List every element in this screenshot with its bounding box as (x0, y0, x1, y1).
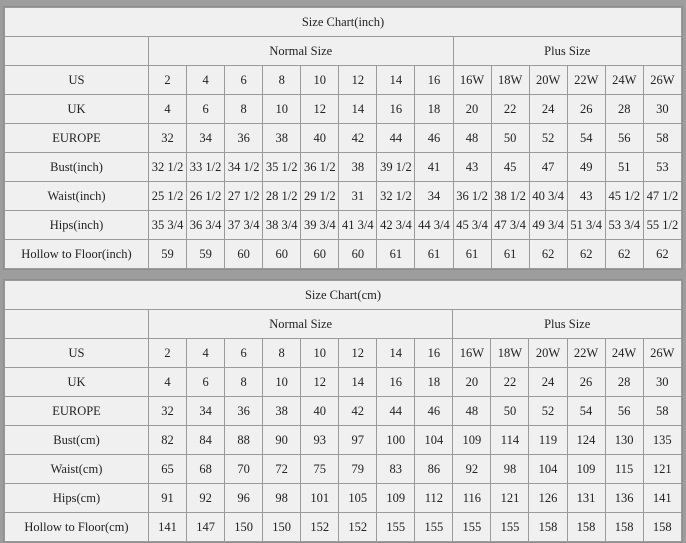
cell: 121 (643, 455, 681, 484)
cell: 31 (339, 182, 377, 211)
cell: 109 (453, 426, 491, 455)
table-row (5, 182, 682, 211)
cell: 90 (263, 426, 301, 455)
cell: 158 (529, 513, 567, 542)
cell: 32 1/2 (149, 153, 187, 182)
cell: 101 (301, 484, 339, 513)
cell: 8 (225, 368, 263, 397)
cell: 28 (605, 95, 643, 124)
cell: 54 (567, 397, 605, 426)
cell: 36 3/4 (187, 211, 225, 240)
cell: 22W (567, 339, 605, 368)
cell: 18W (491, 66, 529, 95)
chart-title-inch: Size Chart(inch) (5, 8, 682, 37)
cell: 38 (263, 124, 301, 153)
cell: 32 1/2 (377, 182, 415, 211)
cell: 33 1/2 (187, 153, 225, 182)
cell: 39 1/2 (377, 153, 415, 182)
size-chart-inch-block (3, 6, 683, 270)
cell: 45 1/2 (605, 182, 643, 211)
cell: 32 (149, 124, 187, 153)
cell: 150 (263, 513, 301, 542)
table-row (5, 66, 682, 95)
cell: 38 1/2 (491, 182, 529, 211)
table-row (5, 455, 682, 484)
cell: 52 (529, 124, 567, 153)
cell: 60 (339, 240, 377, 269)
cell: 38 3/4 (263, 211, 301, 240)
cell: 34 1/2 (225, 153, 263, 182)
table-row (5, 153, 682, 182)
cell: 25 1/2 (149, 182, 187, 211)
cell: 26 1/2 (187, 182, 225, 211)
cell: 92 (453, 455, 491, 484)
row-label-europe-cm: EUROPE (5, 397, 149, 426)
cell: 60 (263, 240, 301, 269)
cell: 46 (415, 124, 453, 153)
table-row-title (5, 281, 682, 310)
cell: 37 3/4 (225, 211, 263, 240)
cell: 12 (301, 368, 339, 397)
table-row (5, 95, 682, 124)
cell: 65 (149, 455, 187, 484)
table-row (5, 124, 682, 153)
cell: 44 (377, 397, 415, 426)
cell: 83 (377, 455, 415, 484)
cell: 147 (187, 513, 225, 542)
cell: 22 (491, 95, 529, 124)
cell: 44 (377, 124, 415, 153)
cell: 141 (643, 484, 681, 513)
cell: 88 (225, 426, 263, 455)
table-row-title (5, 8, 682, 37)
cell: 10 (301, 66, 339, 95)
cell: 16 (377, 368, 415, 397)
cell: 20 (453, 368, 491, 397)
cell: 28 1/2 (263, 182, 301, 211)
cell: 16W (453, 339, 491, 368)
cell: 24W (605, 66, 643, 95)
cell: 47 (529, 153, 567, 182)
cell: 114 (491, 426, 529, 455)
cell: 18 (415, 368, 453, 397)
row-label-waist-inch: Waist(inch) (5, 182, 149, 211)
cell: 18 (415, 95, 453, 124)
cell: 26W (643, 66, 681, 95)
row-label-uk-cm: UK (5, 368, 149, 397)
cell: 22W (567, 66, 605, 95)
cell: 97 (339, 426, 377, 455)
cell: 38 (263, 397, 301, 426)
cell: 26 (567, 95, 605, 124)
cell: 2 (149, 339, 187, 368)
table-row (5, 211, 682, 240)
cell: 43 (453, 153, 491, 182)
cell: 4 (149, 368, 187, 397)
cell: 109 (377, 484, 415, 513)
cell: 152 (339, 513, 377, 542)
cell: 24 (529, 95, 567, 124)
cell: 55 1/2 (643, 211, 681, 240)
cell: 12 (301, 95, 339, 124)
cell: 14 (377, 66, 415, 95)
cell: 84 (187, 426, 225, 455)
cell: 121 (491, 484, 529, 513)
cell: 42 3/4 (377, 211, 415, 240)
cell: 36 1/2 (301, 153, 339, 182)
cell: 54 (567, 124, 605, 153)
cell: 72 (263, 455, 301, 484)
row-label-hollow-to-floor-inch: Hollow to Floor(inch) (5, 240, 149, 269)
cell: 20 (453, 95, 491, 124)
cell: 61 (453, 240, 491, 269)
cell: 141 (149, 513, 187, 542)
table-row (5, 484, 682, 513)
cell: 10 (263, 368, 301, 397)
cell: 34 (187, 397, 225, 426)
row-label-waist-cm: Waist(cm) (5, 455, 149, 484)
cell: 39 3/4 (301, 211, 339, 240)
cell: 119 (529, 426, 567, 455)
cell: 8 (225, 95, 263, 124)
cell: 62 (643, 240, 681, 269)
table-row (5, 339, 682, 368)
cell: 16 (377, 95, 415, 124)
cell: 18W (491, 339, 529, 368)
cell: 155 (491, 513, 529, 542)
cell: 16 (415, 66, 453, 95)
row-label-bust-cm: Bust(cm) (5, 426, 149, 455)
cell: 28 (605, 368, 643, 397)
cell: 75 (301, 455, 339, 484)
table-row (5, 397, 682, 426)
cell: 91 (149, 484, 187, 513)
row-label-hips-cm: Hips(cm) (5, 484, 149, 513)
cell: 40 (301, 397, 339, 426)
cell: 112 (415, 484, 453, 513)
cell: 34 (415, 182, 453, 211)
cell: 22 (491, 368, 529, 397)
cell: 61 (377, 240, 415, 269)
size-chart-cm-block (3, 279, 683, 543)
cell: 20W (529, 66, 567, 95)
row-label-hollow-to-floor-cm: Hollow to Floor(cm) (5, 513, 149, 542)
cell: 131 (567, 484, 605, 513)
cell: 45 (491, 153, 529, 182)
cell: 53 3/4 (605, 211, 643, 240)
cell: 26W (643, 339, 681, 368)
cell: 16W (453, 66, 491, 95)
cell: 58 (643, 397, 681, 426)
cell: 79 (339, 455, 377, 484)
cell: 4 (149, 95, 187, 124)
cell: 30 (643, 95, 681, 124)
cell: 96 (225, 484, 263, 513)
cell: 124 (567, 426, 605, 455)
cell: 130 (605, 426, 643, 455)
cell: 59 (187, 240, 225, 269)
table-row (5, 368, 682, 397)
cell: 135 (643, 426, 681, 455)
cell: 10 (263, 95, 301, 124)
cell: 10 (301, 339, 339, 368)
cell: 104 (529, 455, 567, 484)
cell: 150 (225, 513, 263, 542)
cell: 86 (415, 455, 453, 484)
cell: 51 (605, 153, 643, 182)
cell: 32 (149, 397, 187, 426)
cell: 98 (263, 484, 301, 513)
group-header-plus-size-cm: Plus Size (453, 310, 682, 339)
cell: 42 (339, 124, 377, 153)
cell: 30 (643, 368, 681, 397)
cell: 12 (339, 66, 377, 95)
cell: 36 1/2 (453, 182, 491, 211)
row-label-hips-inch: Hips(inch) (5, 211, 149, 240)
cell: 46 (415, 397, 453, 426)
cell: 53 (643, 153, 681, 182)
cell: 100 (377, 426, 415, 455)
cell: 6 (187, 95, 225, 124)
row-label-bust-inch: Bust(inch) (5, 153, 149, 182)
cell: 158 (643, 513, 681, 542)
table-row-groups (5, 37, 682, 66)
cell: 51 3/4 (567, 211, 605, 240)
row-label-us-inch: US (5, 66, 149, 95)
cell: 24 (529, 368, 567, 397)
cell: 93 (301, 426, 339, 455)
group-header-plus-size-inch: Plus Size (453, 37, 681, 66)
size-chart-inch-table (4, 7, 682, 269)
cell: 116 (453, 484, 491, 513)
row-label-europe-inch: EUROPE (5, 124, 149, 153)
cell: 70 (225, 455, 263, 484)
cell: 105 (339, 484, 377, 513)
table-row-groups (5, 310, 682, 339)
cell: 16 (415, 339, 453, 368)
row-label-us-cm: US (5, 339, 149, 368)
chart-title-cm: Size Chart(cm) (5, 281, 682, 310)
cell: 4 (187, 66, 225, 95)
cell: 6 (225, 66, 263, 95)
cell: 62 (567, 240, 605, 269)
cell: 6 (187, 368, 225, 397)
cell: 158 (567, 513, 605, 542)
cell: 115 (605, 455, 643, 484)
corner-cell-inch (5, 37, 149, 66)
cell: 59 (149, 240, 187, 269)
cell: 24W (605, 339, 643, 368)
cell: 8 (263, 339, 301, 368)
group-header-normal-size-cm: Normal Size (149, 310, 453, 339)
cell: 50 (491, 124, 529, 153)
cell: 98 (491, 455, 529, 484)
cell: 41 (415, 153, 453, 182)
cell: 82 (149, 426, 187, 455)
cell: 61 (491, 240, 529, 269)
cell: 155 (415, 513, 453, 542)
row-label-uk-inch: UK (5, 95, 149, 124)
cell: 49 3/4 (529, 211, 567, 240)
cell: 12 (339, 339, 377, 368)
cell: 38 (339, 153, 377, 182)
cell: 60 (301, 240, 339, 269)
cell: 56 (605, 397, 643, 426)
cell: 104 (415, 426, 453, 455)
cell: 48 (453, 397, 491, 426)
cell: 6 (225, 339, 263, 368)
cell: 29 1/2 (301, 182, 339, 211)
corner-cell-cm (5, 310, 149, 339)
cell: 126 (529, 484, 567, 513)
cell: 58 (643, 124, 681, 153)
cell: 47 1/2 (643, 182, 681, 211)
cell: 60 (225, 240, 263, 269)
cell: 43 (567, 182, 605, 211)
cell: 40 (301, 124, 339, 153)
cell: 35 1/2 (263, 153, 301, 182)
cell: 47 3/4 (491, 211, 529, 240)
cell: 62 (605, 240, 643, 269)
cell: 26 (567, 368, 605, 397)
cell: 14 (377, 339, 415, 368)
cell: 35 3/4 (149, 211, 187, 240)
cell: 49 (567, 153, 605, 182)
cell: 2 (149, 66, 187, 95)
cell: 62 (529, 240, 567, 269)
cell: 34 (187, 124, 225, 153)
cell: 92 (187, 484, 225, 513)
cell: 36 (225, 124, 263, 153)
cell: 109 (567, 455, 605, 484)
cell: 158 (605, 513, 643, 542)
cell: 50 (491, 397, 529, 426)
cell: 136 (605, 484, 643, 513)
cell: 42 (339, 397, 377, 426)
cell: 36 (225, 397, 263, 426)
cell: 44 3/4 (415, 211, 453, 240)
table-row (5, 513, 682, 542)
cell: 4 (187, 339, 225, 368)
cell: 14 (339, 95, 377, 124)
cell: 56 (605, 124, 643, 153)
cell: 155 (453, 513, 491, 542)
table-row (5, 240, 682, 269)
cell: 40 3/4 (529, 182, 567, 211)
cell: 8 (263, 66, 301, 95)
cell: 52 (529, 397, 567, 426)
group-header-normal-size-inch: Normal Size (149, 37, 454, 66)
cell: 68 (187, 455, 225, 484)
cell: 48 (453, 124, 491, 153)
cell: 155 (377, 513, 415, 542)
cell: 45 3/4 (453, 211, 491, 240)
cell: 27 1/2 (225, 182, 263, 211)
table-row (5, 426, 682, 455)
cell: 14 (339, 368, 377, 397)
cell: 20W (529, 339, 567, 368)
size-chart-cm-table (4, 280, 682, 542)
cell: 41 3/4 (339, 211, 377, 240)
cell: 61 (415, 240, 453, 269)
cell: 152 (301, 513, 339, 542)
